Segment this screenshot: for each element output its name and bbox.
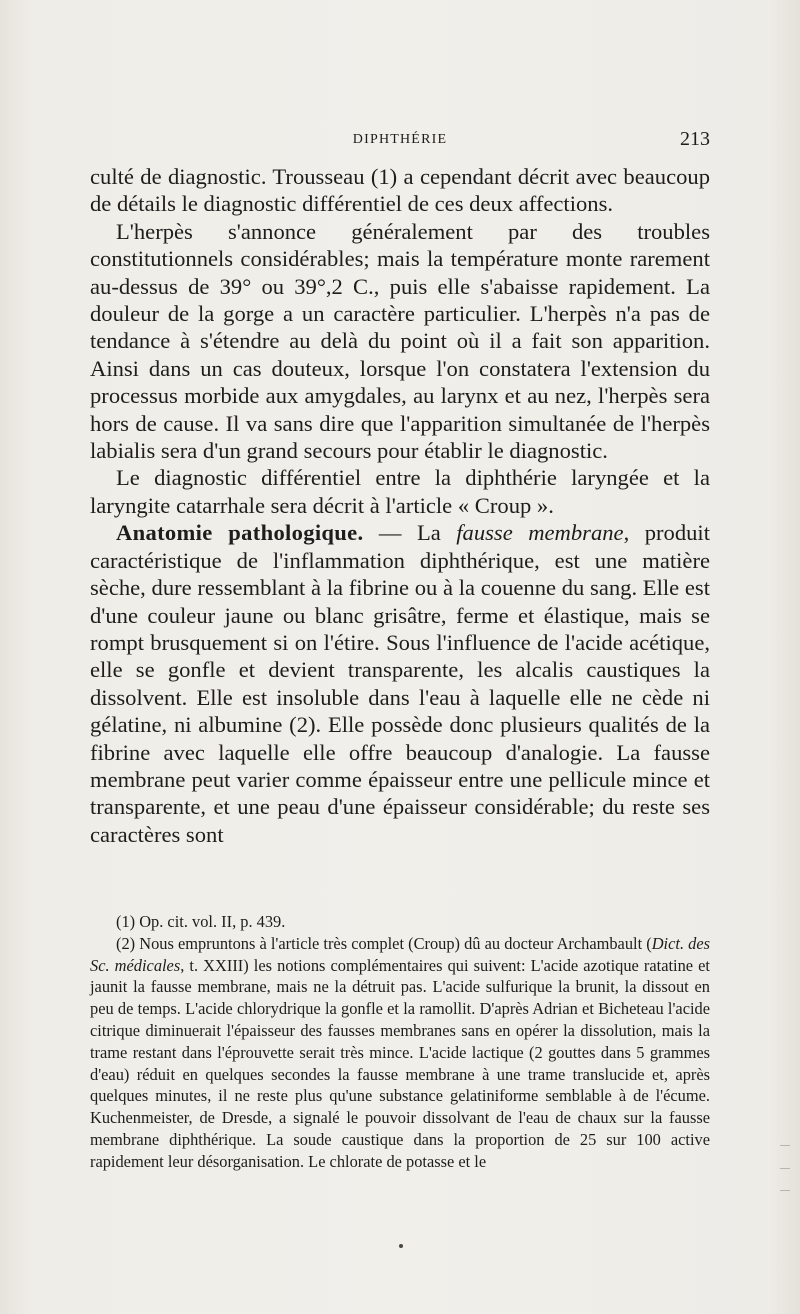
footnote-2-rest: , t. XXIII) les notions complémentaires qui suivent: L'acide azotique ratatine et jaunit la fausse membrane, mais ne la détruit pas. L'acide sulfurique la brunit, la dissout en peu de temps. L'acide chlorydrique la gonfle et la ramollit. D'après Adrian et Bicheteau l'acide citrique diminuerait l'épaisseur des fausses membranes sans en opérer la dissolution, mais la trame restant dans l'éprouvette serait très mince. L'acide lactique (2 gouttes dans 5 grammes d'eau) réduit en quelques secondes la fausse membrane à une trame translucide et, après quelques minutes, il ne reste plus qu'une substance gelatiniforme semblable à de l'écume. Kuchenmeister, de Dresde, a signalé le pouvoir dissolvant de l'eau de chaux sur la fausse membrane diphthérique. La soude caustique dans la proportion de 25 sur 100 active rapidement leur désorganisation. Le chlorate de potasse et le — [90, 955, 710, 1171]
page-number: 213 — [680, 128, 710, 150]
footnotes — [90, 911, 710, 1173]
running-title: DIPHTHÉRIE — [352, 132, 448, 147]
edge-mark — [780, 1145, 790, 1146]
paragraph-herpes: L'herpès s'annonce généralement par des troubles constitutionnels considérables; mais la température monte rarement au-dessus de 39° ou 39°,2 C., puis elle s'abaisse rapidement. La douleur de la gorge a un caractère particulier. L'herpès n'a pas de tendance à s'étendre au delà du point où il a fait son apparition. Ainsi dans un cas douteux, lorsque l'on constatera l'extension du processus morbide aux amygdales, au larynx et au nez, l'herpès sera hors de cause. Il va sans dire que l'apparition simultanée de l'herpès labialis sera d'un grand secours pour établir le diagnostic. — [90, 218, 710, 464]
edge-mark — [780, 1190, 790, 1191]
paragraph-anatomie — [90, 519, 710, 848]
section-heading: Anatomie pathologique. — [116, 520, 364, 546]
paragraph-croup: Le diagnostic différentiel entre la diphthérie laryngée et la laryngite catarrhale sera décrit à l'article « Croup ». — [90, 465, 710, 518]
edge-mark — [780, 1168, 790, 1169]
paragraph-anatomie-text: , produit caractéristique de l'inflammation diphthérique, est une matière sèche, dure ressemblant à la fibrine ou à la couenne du sang. Elle est d'une couleur jaune ou blanc grisâtre, ferme et élastique, mais se rompt brusquement si on l'étire. Sous l'influence de l'acide acétique, elle se gonfle et devient transparente, les alcalis caustiques la dissolvent. Elle est insoluble dans l'eau à laquelle elle ne cède ni gélatine, ni albumine (2). Elle possède donc plusieurs qualités de la fibrine avec laquelle elle offre beaucoup d'analogie. La fausse membrane peut varier comme épaisseur entre une pellicule mince et transparente, et une peau d'une épaisseur considérable; du reste ses caractères sont — [90, 520, 710, 847]
italic-term: fausse membrane — [456, 520, 624, 546]
paragraph-diagnostic-continued: culté de diagnostic. Trousseau (1) a cependant décrit avec beaucoup de détails le diagnostic différentiel de ces deux affections. — [90, 164, 710, 217]
footnote-1: (1) Op. cit. vol. II, p. 439. — [116, 912, 286, 931]
page-dot-ornament — [399, 1244, 403, 1248]
heading-dash: — La — [363, 520, 457, 546]
main-text — [90, 163, 710, 848]
footnote-2 — [90, 933, 710, 1173]
page-header — [90, 128, 710, 154]
footnote-2-start: (2) Nous empruntons à l'article très complet (Croup) dû au docteur Archambault ( — [116, 933, 652, 953]
footnote-2-italic: Dict. des Sc. médicales — [90, 933, 711, 975]
